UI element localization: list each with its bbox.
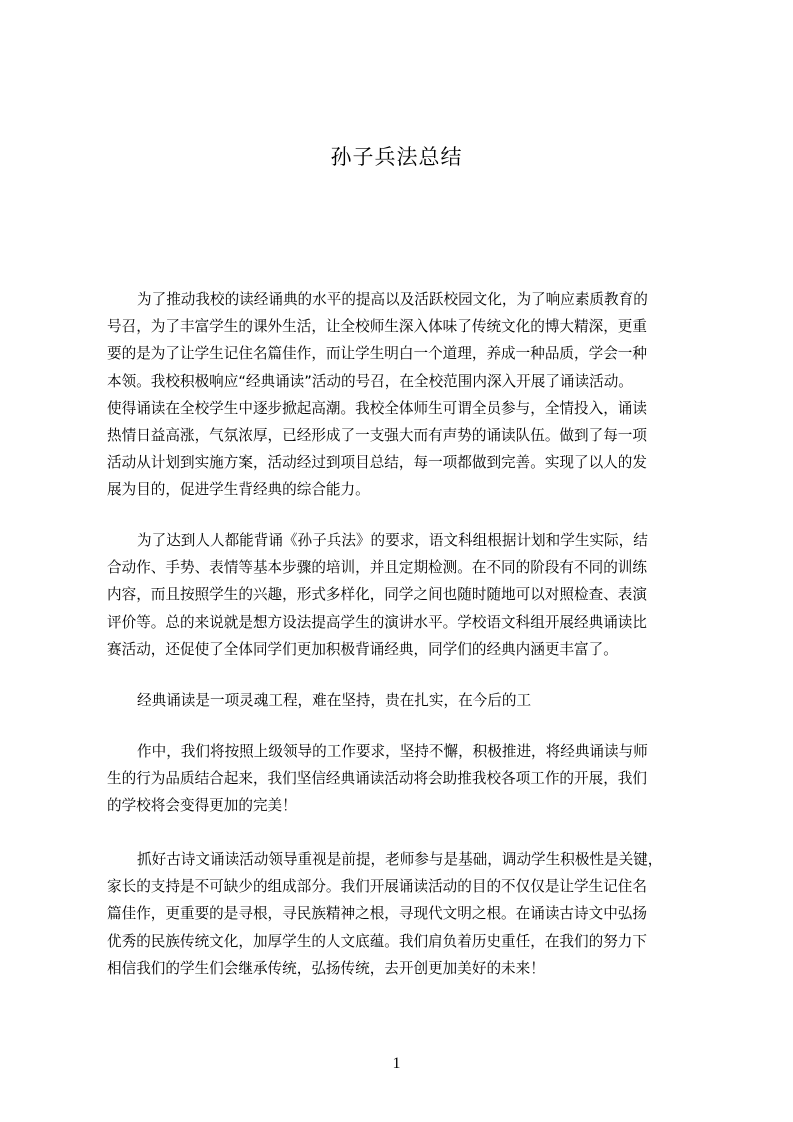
paragraph-line: 合动作、手势、表情等基本步骤的培训，并且定期检测。在不同的阶段有不同的训练 [107,559,647,577]
paragraph-line: 赛活动，还促使了全体同学们更加积极背诵经典，同学们的经典内涵更丰富了。 [107,640,618,658]
paragraph-line: 使得诵读在全校学生中逐步掀起高潮。我校全体师生可谓全员参与，全情投入，诵读 [107,399,647,417]
paragraph-line: 篇佳作，更重要的是寻根，寻民族精神之根，寻现代文明之根。在诵读古诗文中弘扬 [107,905,647,923]
paragraph-line: 经典诵读是一项灵魂工程，难在坚持，贵在扎实，在今后的工 [137,692,532,709]
paragraph-line: 的学校将会变得更加的完美！ [107,797,297,815]
paragraph-line: 家长的支持是不可缺少的组成部分。我们开展诵读活动的目的不仅仅是让学生记住名 [107,878,647,896]
paragraph-line: 本领。我校积极响应“经典诵读”活动的号召，在全校范围内深入开展了诵读活动。 [107,372,633,390]
document-title: 孙子兵法总结 [330,145,463,169]
paragraph-line: 为了达到人人都能背诵《孙子兵法》的要求，语文科组根据计划和学生实际，结 [137,532,648,549]
paragraph-2 [107,527,707,663]
paragraph-3 [107,687,707,714]
paragraph-1 [107,286,707,504]
paragraph-line: 作中，我们将按照上级领导的工作要求，坚持不懈，积极推进，将经典诵读与师 [137,743,648,760]
paragraph-line: 展为目的，促进学生背经典的综合能力。 [107,481,370,499]
paragraph-line: 号召，为了丰富学生的课外生活，让全校师生深入体味了传统文化的博大精深，更重 [107,318,647,336]
paragraph-line: 生的行为品质结合起来，我们坚信经典诵读活动将会助推我校各项工作的开展，我们 [107,770,647,788]
paragraph-line: 热情日益高涨，气氛浓厚，已经形成了一支强大而有声势的诵读队伍。做到了每一项 [107,426,647,444]
paragraph-line: 相信我们的学生们会继承传统，弘扬传统，去开创更加美好的未来！ [107,959,545,977]
paragraph-line: 内容，而且按照学生的兴趣，形式多样化，同学之间也随时随地可以对照检查、表演 [107,586,647,604]
paragraph-4 [107,738,707,820]
paragraph-line: 为了推动我校的读经诵典的水平的提高以及活跃校园文化，为了响应素质教育的 [137,291,648,308]
page-number: 1 [392,1055,401,1072]
paragraph-line: 要的是为了让学生记住名篇佳作，而让学生明白一个道理，养成一种品质，学会一种 [107,345,647,363]
paragraph-line: 抓好古诗文诵读活动领导重视是前提，老师参与是基础，调动学生积极性是关键， [137,851,663,868]
paragraph-line: 优秀的民族传统文化，加厚学生的人文底蕴。我们肩负着历史重任，在我们的努力下 [107,932,647,950]
paragraph-line: 评价等。总的来说就是想方设法提高学生的演讲水平。学校语文科组开展经典诵读比 [107,613,647,631]
paragraph-5 [107,846,707,982]
paragraph-line: 活动从计划到实施方案，活动经过到项目总结，每一项都做到完善。实现了以人的发 [107,454,647,472]
